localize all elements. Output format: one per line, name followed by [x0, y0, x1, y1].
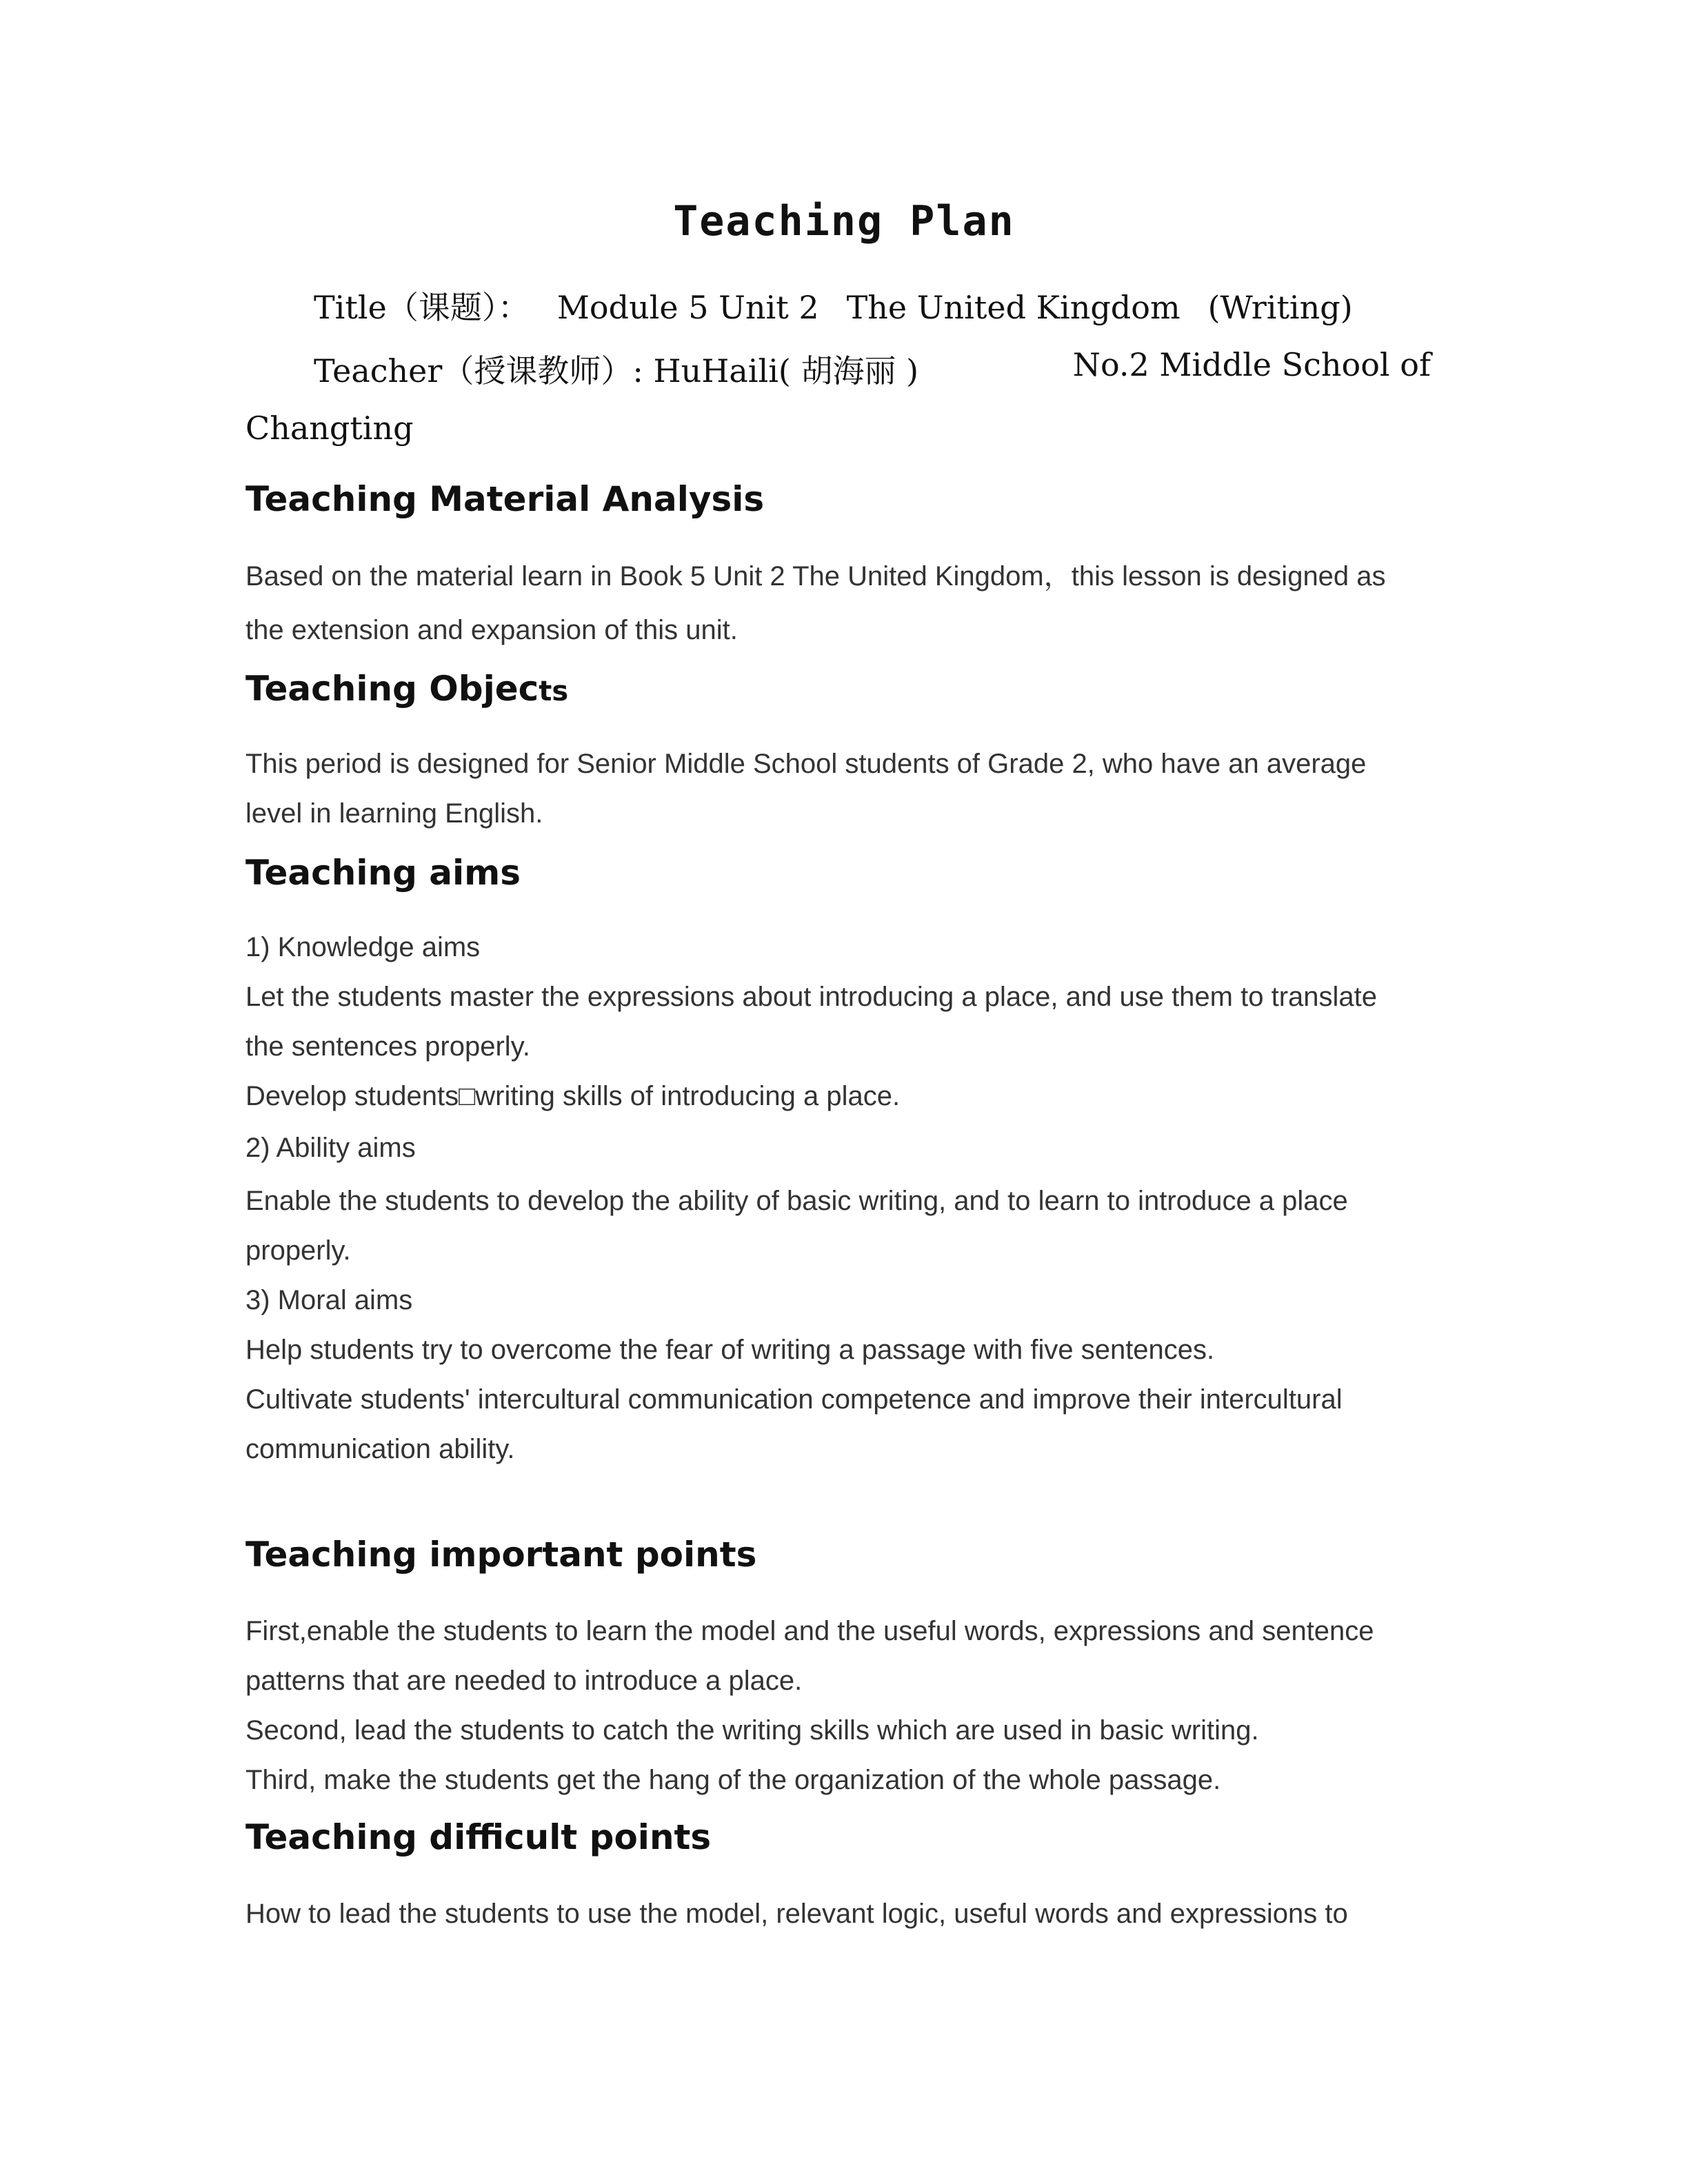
aims-line-9: Help students try to overcome the fear of writing a passage with five sentences.	[245, 1335, 1215, 1365]
objects-line-2: level in learning English.	[245, 798, 543, 829]
heading-objects-tail: ts	[539, 676, 569, 707]
aims-line-4: Develop students□writing skills of introducing a place.	[245, 1081, 901, 1111]
teacher-name: HuHaili( 胡海丽 )	[653, 352, 919, 390]
heading-aims: Teaching aims	[245, 853, 521, 893]
objects-line-1: This period is designed for Senior Middle School students of Grade 2, who have an average	[245, 749, 1367, 779]
teacher-label: Teacher（授课教师）:	[314, 352, 643, 390]
heading-objects-main: Teaching Objec	[245, 669, 539, 709]
aims-line-7: properly.	[245, 1235, 351, 1266]
heading-important-points: Teaching important points	[245, 1535, 757, 1575]
title-module: Module 5 Unit 2	[556, 289, 819, 326]
title-name: The United Kingdom	[846, 289, 1180, 326]
heading-material-analysis: Teaching Material Analysis	[245, 479, 765, 519]
material-analysis-line-1: Based on the material learn in Book 5 Unit 2 The United Kingdom，this lesson is designed as	[245, 561, 1386, 592]
school-name-continued: Changting	[245, 410, 414, 447]
aims-line-2: Let the students master the expressions about introducing a place, and use them to translate	[245, 982, 1377, 1012]
document-title: Teaching Plan	[673, 197, 1015, 245]
material-analysis-line-2: the extension and expansion of this unit.	[245, 615, 738, 645]
title-line	[314, 283, 1353, 328]
important-points-line-1: First,enable the students to learn the model and the useful words, expressions and sentence	[245, 1616, 1374, 1646]
aims-line-5: 2) Ability aims	[245, 1133, 416, 1163]
teacher-line	[314, 346, 1431, 392]
aims-line-3: the sentences properly.	[245, 1031, 530, 1062]
heading-difficult-points: Teaching difficult points	[245, 1817, 712, 1857]
title-label: Title（课题）：	[314, 289, 530, 326]
important-points-line-3: Second, lead the students to catch the writing skills which are used in basic writing.	[245, 1715, 1259, 1746]
important-points-line-4: Third, make the students get the hang of the organization of the whole passage.	[245, 1765, 1221, 1795]
difficult-points-line-1: How to lead the students to use the model, relevant logic, useful words and expressions to	[245, 1899, 1348, 1929]
heading-objects	[245, 669, 568, 709]
aims-line-1: 1) Knowledge aims	[245, 932, 481, 962]
aims-line-8: 3) Moral aims	[245, 1285, 413, 1315]
school-name: No.2 Middle School of	[1072, 346, 1431, 383]
important-points-line-2: patterns that are needed to introduce a place.	[245, 1666, 803, 1696]
title-type: (Writing)	[1207, 289, 1353, 326]
aims-line-6: Enable the students to develop the ability of basic writing, and to learn to introduce a place	[245, 1186, 1348, 1216]
aims-line-10: Cultivate students' intercultural communication competence and improve their intercultural	[245, 1384, 1343, 1415]
aims-line-11: communication ability.	[245, 1434, 515, 1464]
